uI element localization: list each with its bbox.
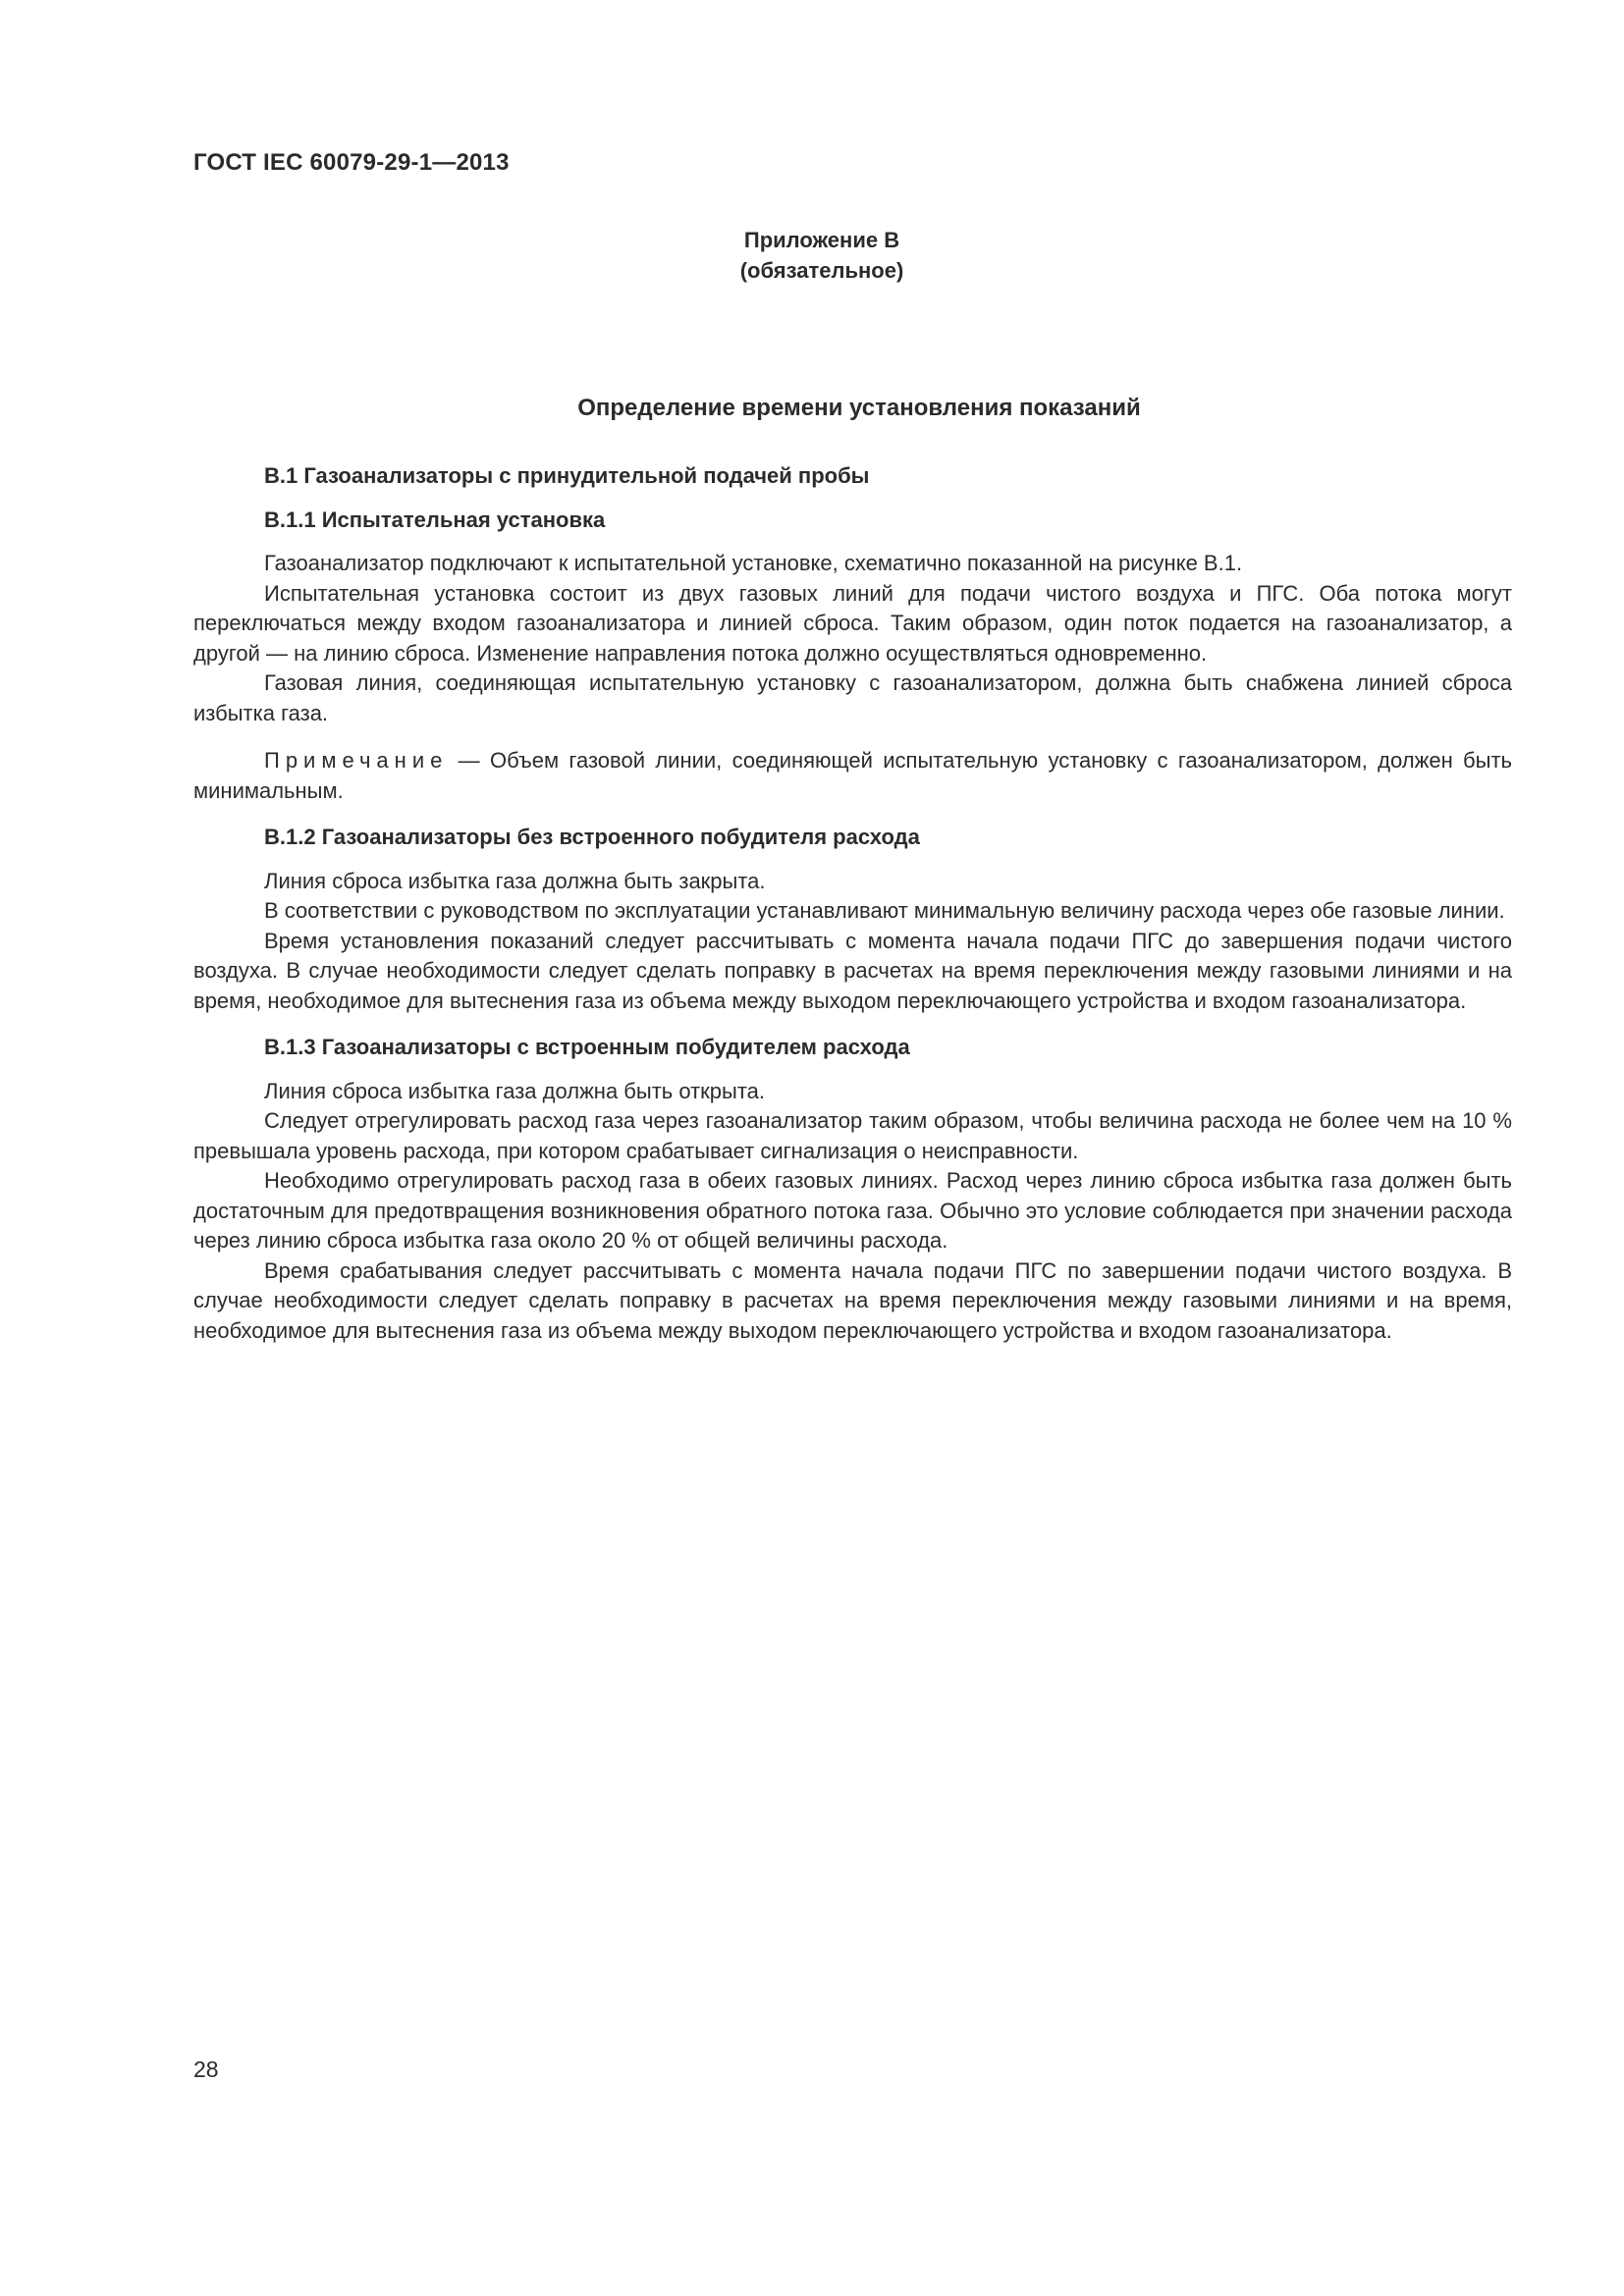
paragraph: Следует отрегулировать расход газа через газоанализатор таким образом, чтобы величина расхода не более чем на 10 % превышала уровень расхода, при котором срабатывает сигнализация о неисправности.	[193, 1108, 1512, 1163]
annex-main-title: Определение времени установления показаний	[577, 395, 1141, 421]
note-paragraph	[193, 746, 1512, 806]
paragraph: Время срабатывания следует рассчитывать с момента начала подачи ПГС по завершении подачи чистого воздуха. В случае необходимости следует сделать поправку в расчетах на время переключения между газовыми линиями и на время, необходимое для вытеснения газа из объема между выходом переключающего устройства и входом газоанализатора.	[193, 1257, 1512, 1343]
paragraph: В соответствии с руководством по эксплуатации устанавливают минимальную величину расхода через обе газовые линии.	[264, 898, 1505, 923]
paragraph: Линия сброса избытка газа должна быть открыта.	[264, 1078, 766, 1103]
paragraph: Испытательная установка состоит из двух газовых линий для подачи чистого воздуха и ПГС. Оба потока могут переключаться между входом газоанализатора и линией сброса. Таким образом, один поток подается на газоанализатор, а другой — на линию сброса. Изменение направления потока должно осуществляться одновременно.	[193, 580, 1512, 666]
section-b13-heading: В.1.3 Газоанализаторы с встроенным побудителем расхода	[264, 1035, 910, 1059]
page-number: 28	[193, 2056, 219, 2082]
section-b12-heading: В.1.2 Газоанализаторы без встроенного побудителя расхода	[264, 825, 920, 849]
section-b1-heading: В.1 Газоанализаторы с принудительной подачей пробы	[264, 463, 870, 488]
paragraph: Время установления показаний следует рассчитывать с момента начала подачи ПГС до завершения подачи чистого воздуха. В случае необходимости следует сделать поправку в расчетах на время переключения между газовыми линиями и на время, необходимое для вытеснения газа из объема между выходом переключающего устройства и входом газоанализатора.	[193, 928, 1512, 1013]
section-b11-heading: В.1.1 Испытательная установка	[264, 507, 606, 532]
note-label: Примечание	[264, 748, 449, 773]
document-body	[193, 461, 1512, 1346]
paragraph: Газовая линия, соединяющая испытательную установку с газоанализатором, должна быть снабжена линией сброса избытка газа.	[193, 670, 1512, 725]
annex-title: Приложение В	[743, 228, 900, 252]
note-text: — Объем газовой линии, соединяющей испытательную установку с газоанализатором, должен быть минимальным.	[193, 748, 1512, 803]
document-code: ГОСТ IEC 60079-29-1—2013	[193, 149, 510, 176]
paragraph: Необходимо отрегулировать расход газа в обеих газовых линиях. Расход через линию сброса избытка газа должен быть достаточным для предотвращения возникновения обратного потока газа. Обычно это условие соблюдается при значении расхода через линию сброса избытка газа около 20 % от общей величины расхода.	[193, 1168, 1512, 1253]
paragraph: Газоанализатор подключают к испытательной установке, схематично показанной на рисунке В.1.	[264, 551, 1243, 575]
paragraph: Линия сброса избытка газа должна быть закрыта.	[264, 868, 766, 893]
annex-status: (обязательное)	[739, 258, 904, 283]
